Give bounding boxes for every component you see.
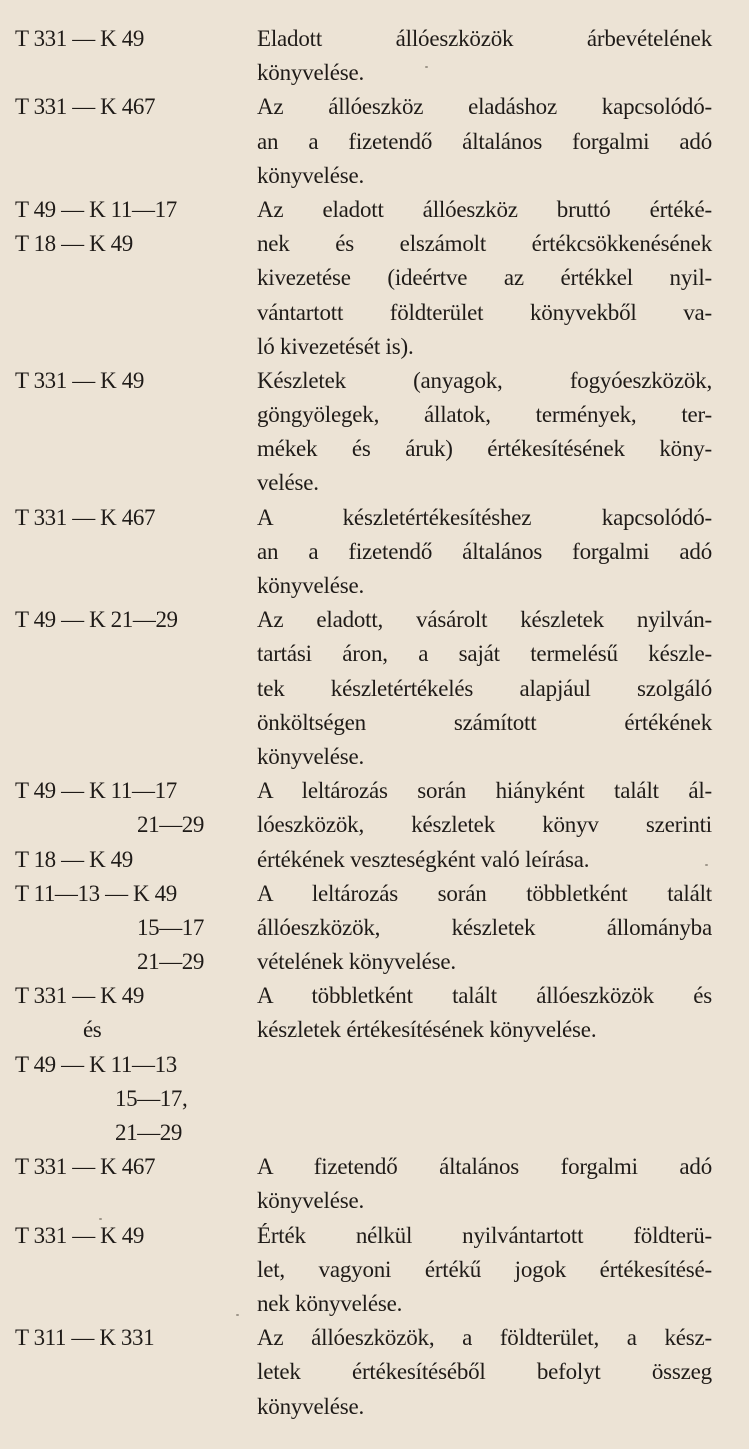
account-code-line: T 11—13 — K 49 — [15, 880, 177, 906]
description-line: önköltségen számított értékének — [257, 709, 712, 735]
description-line: nek és elszámolt értékcsökkenésének — [257, 231, 712, 257]
print-speck — [425, 66, 428, 68]
entry-description — [257, 1321, 712, 1424]
account-code-line: 21—29 — [115, 1120, 183, 1145]
account-code-line: T 49 — K 11—13 — [15, 1051, 177, 1077]
entry-description — [257, 193, 712, 364]
description-line: göngyölegek, állatok, termények, ter- — [257, 402, 712, 428]
journal-entry — [0, 1321, 749, 1424]
account-code-line: T 49 — K 11—17 — [15, 196, 177, 222]
description-line: Az állóeszközök, a földterület, a kész- — [257, 1325, 712, 1351]
print-speck — [705, 864, 708, 866]
description-line: A fizetendő általános forgalmi adó — [257, 1154, 712, 1180]
description-line: let, vagyoni értékű jogok értékesítésé- — [257, 1256, 712, 1282]
account-code-line: 21—29 — [137, 812, 205, 838]
description-line: könyvelése. — [257, 60, 365, 86]
journal-entry — [0, 1219, 749, 1322]
account-code-line: T 49 — K 11—17 — [15, 778, 177, 804]
entry-description — [257, 22, 712, 90]
account-codes — [0, 501, 250, 535]
description-line: mékek és áruk) értékesítésének köny- — [257, 436, 712, 462]
journal-entry — [0, 1150, 749, 1218]
account-codes — [0, 603, 250, 637]
description-line: Az állóeszköz eladáshoz kapcsolódó- — [257, 94, 712, 120]
description-line: állóeszközök, készletek állományba — [257, 914, 712, 940]
account-codes — [0, 774, 250, 877]
description-line: készletek értékesítésének könyvelése. — [257, 1017, 597, 1043]
description-line: lóeszközök, készletek könyv szerinti — [257, 812, 712, 838]
description-line: an a fizetendő általános forgalmi adó — [257, 538, 712, 564]
description-line: tek készletértékelés alapjául szolgáló — [257, 675, 712, 701]
description-line: könyvelése. — [257, 162, 365, 188]
account-codes — [0, 193, 250, 261]
account-codes — [0, 1150, 250, 1184]
journal-entry — [0, 22, 749, 90]
description-line: kivezetése (ideértve az értékkel nyil- — [257, 265, 712, 291]
journal-entry — [0, 501, 749, 604]
account-codes — [0, 1219, 250, 1253]
account-code-line: 15—17 — [137, 914, 205, 940]
entry-description — [257, 1150, 712, 1218]
journal-entry — [0, 90, 749, 193]
description-line: vételének könyvelése. — [257, 949, 456, 975]
description-line: Az eladott, vásárolt készletek nyilván- — [257, 607, 712, 633]
account-code-line: T 18 — K 49 — [15, 231, 133, 257]
account-code-line: T 331 — K 49 — [15, 983, 144, 1009]
description-line: értékének veszteségként való leírása. — [257, 846, 590, 872]
description-line: tartási áron, a saját termelésű készle- — [257, 641, 712, 667]
account-code-line: T 331 — K 49 — [15, 1222, 144, 1248]
description-line: könyvelése. — [257, 1188, 365, 1214]
account-codes — [0, 364, 250, 398]
journal-entry — [0, 877, 749, 980]
account-codes — [0, 90, 250, 124]
account-code-line: 21—29 — [137, 949, 205, 975]
description-line: ló kivezetését is). — [257, 333, 414, 359]
entry-list — [0, 22, 749, 1424]
description-line: Az eladott állóeszköz bruttó értéké- — [257, 196, 712, 222]
description-line: A leltározás során többletként talált — [257, 880, 712, 906]
description-line: Készletek (anyagok, fogyóeszközök, — [257, 367, 712, 393]
entry-description — [257, 603, 712, 774]
entry-description — [257, 979, 712, 1047]
entry-description — [257, 90, 712, 193]
account-code-line: T 331 — K 49 — [15, 26, 144, 51]
description-line: könyvelése. — [257, 743, 365, 769]
print-speck — [236, 1314, 239, 1316]
description-line: velése. — [257, 470, 319, 496]
journal-entry — [0, 774, 749, 877]
description-line: könyvelése. — [257, 573, 365, 598]
description-line: A leltározás során hiányként talált ál- — [257, 778, 712, 804]
journal-entry — [0, 364, 749, 501]
description-line: nek könyvelése. — [257, 1290, 403, 1316]
entry-description — [257, 364, 712, 501]
account-code-line: T 49 — K 21—29 — [15, 607, 178, 633]
entry-description — [257, 501, 712, 604]
description-line: könyvelése. — [257, 1393, 365, 1419]
account-codes — [0, 979, 250, 1150]
account-codes — [0, 22, 250, 56]
account-code-line: 15—17, — [115, 1085, 188, 1111]
account-code-line: T 331 — K 467 — [15, 94, 156, 120]
description-line: an a fizetendő általános forgalmi adó — [257, 128, 712, 154]
account-code-line: T 331 — K 49 — [15, 367, 144, 393]
journal-entry — [0, 603, 749, 774]
entry-description — [257, 1219, 712, 1322]
account-code-line: és — [83, 1017, 102, 1043]
account-codes — [0, 877, 250, 980]
entry-description — [257, 774, 712, 877]
journal-entry — [0, 193, 749, 364]
description-line: vántartott földterület könyvekből va- — [257, 299, 712, 325]
description-line: letek értékesítéséből befolyt összeg — [257, 1359, 712, 1385]
description-line: Érték nélkül nyilvántartott földterü- — [257, 1222, 712, 1248]
journal-entry — [0, 979, 749, 1150]
account-code-line: T 331 — K 467 — [15, 1154, 156, 1180]
account-codes — [0, 1321, 250, 1355]
account-code-line: T 311 — K 331 — [15, 1325, 155, 1351]
description-line: Eladott állóeszközök árbevételének — [257, 26, 712, 51]
description-line: A készletértékesítéshez kapcsolódó- — [257, 504, 712, 530]
account-code-line: T 331 — K 467 — [15, 504, 156, 530]
account-code-line: T 18 — K 49 — [15, 846, 133, 872]
print-speck — [99, 1218, 102, 1220]
description-line: A többletként talált állóeszközök és — [257, 983, 712, 1009]
entry-description — [257, 877, 712, 980]
